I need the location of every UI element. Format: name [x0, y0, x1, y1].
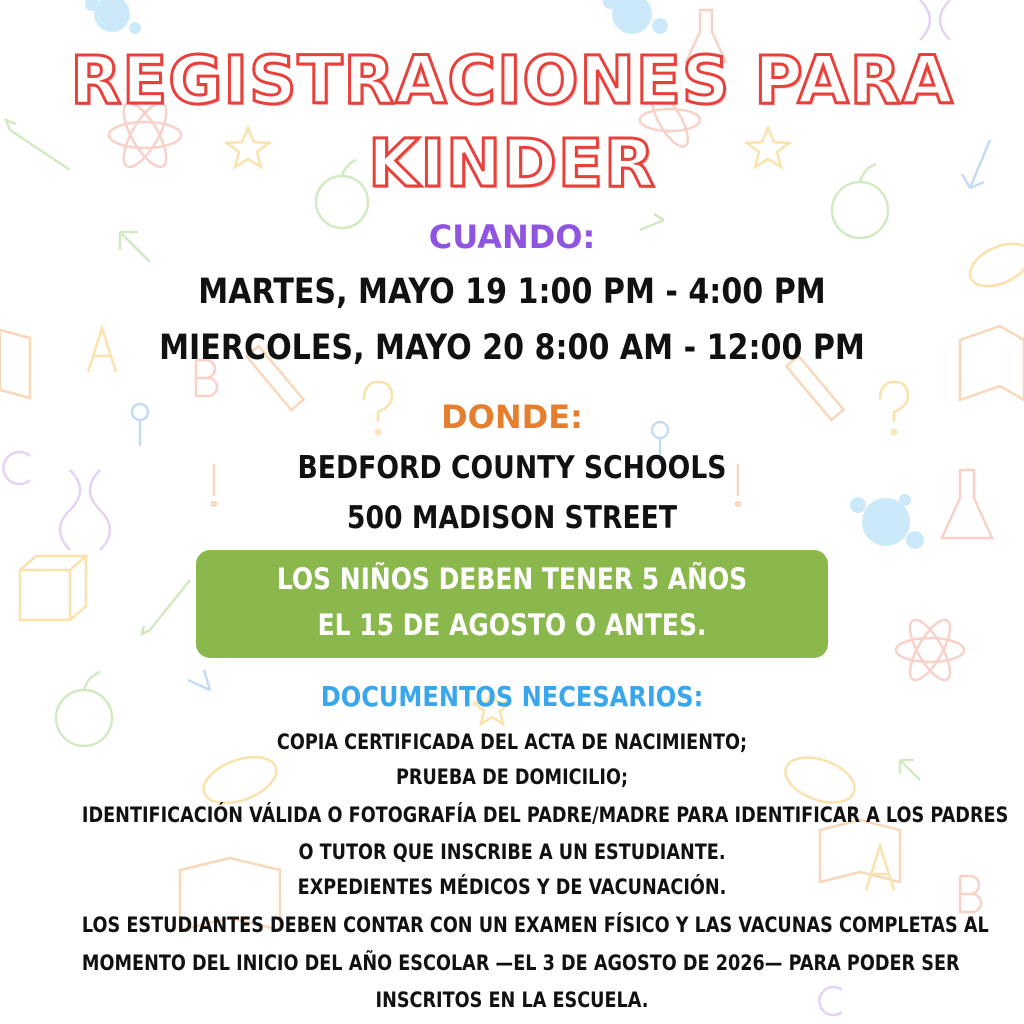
page-title: REGISTRACIONES PARA [70, 42, 954, 119]
page-title-line2: KINDER [368, 125, 656, 202]
age-requirement-line2: EL 15 DE AGOSTO O ANTES. [317, 608, 707, 642]
when-heading: CUANDO: [428, 218, 596, 256]
document-item: COPIA CERTIFICADA DEL ACTA DE NACIMIENTO; [276, 730, 748, 754]
age-requirement-line1: LOS NIÑOS DEBEN TENER 5 AÑOS [276, 562, 748, 596]
location-address: 500 MADISON STREET [346, 500, 678, 536]
document-item: EXPEDIENTES MÉDICOS Y DE VACUNACIÓN. [297, 875, 727, 899]
location-name: BEDFORD COUNTY SCHOOLS [297, 450, 727, 486]
document-item: O TUTOR QUE INSCRIBE A UN ESTUDIANTE. [298, 840, 726, 864]
requirement-note: LOS ESTUDIANTES DEBEN CONTAR CON UN EXAMEN FÍSICO Y LAS VACUNAS COMPLETAS AL [81, 913, 989, 937]
requirement-note: MOMENTO DEL INICIO DEL AÑO ESCOLAR —EL 3 DE AGOSTO DE 2026— PARA PODER SER [81, 951, 960, 975]
document-item: IDENTIFICACIÓN VÁLIDA O FOTOGRAFÍA DEL PADRE/MADRE PARA IDENTIFICAR A LOS PADRES [81, 803, 1009, 827]
schedule-line-tuesday: MARTES, MAYO 19 1:00 PM - 4:00 PM [198, 272, 826, 312]
document-item: PRUEBA DE DOMICILIO; [395, 765, 629, 789]
requirement-note: INSCRITOS EN LA ESCUELA. [375, 988, 649, 1012]
schedule-line-wednesday: MIERCOLES, MAYO 20 8:00 AM - 12:00 PM [159, 328, 865, 368]
where-heading: DONDE: [441, 398, 583, 436]
documents-heading: DOCUMENTOS NECESARIOS: [320, 680, 704, 713]
